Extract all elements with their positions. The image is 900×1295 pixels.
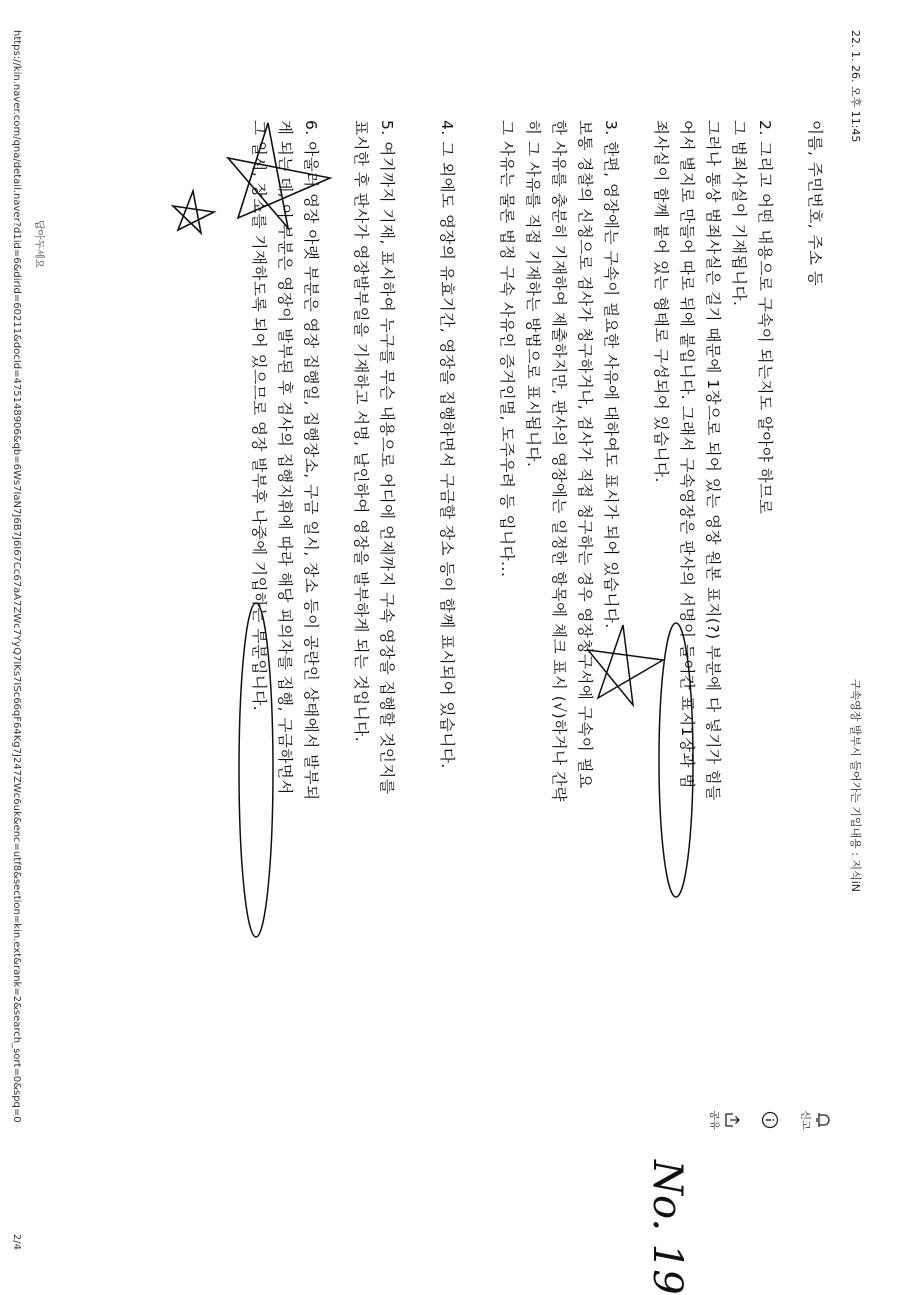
report-label: 신고 (799, 1110, 810, 1130)
body-line: 5. 여기까지 기재, 표시하여 누구를 무슨 내용으로 어디에 언제까지 구속 영장을 집행할 것인지를 (378, 120, 396, 795)
body-line: 보통 경찰의 신청으로 검사가 청구하거나, 검사가 직접 청구하는 경우 영장청구서에 구속이 필요 (576, 120, 594, 789)
body-line: 그 사유는 물론 법정 구속 사유인 증거인멸, 도주우려 등 입니다... (498, 120, 516, 578)
print-page-title: 구속영장 발부시 들어가는 기입내용 : 지식iN (849, 678, 862, 892)
info-icon (761, 1111, 779, 1129)
side-action-panel (688, 1090, 832, 1150)
body-line: 이름, 주민번호, 주소 등 (806, 120, 824, 287)
body-line: 그러나 통상 범죄사실은 길기 때문에 1장으로 되어 있는 영장 원본 표지(?) 부분에 다 넣기가 힘들 (704, 120, 722, 801)
body-line: 표시한 후 판사가 영장발부일을 기재하고 서명, 날인하여 영장을 발부하게 되는 것입니다. (352, 120, 370, 743)
report-button[interactable] (799, 1090, 832, 1150)
notice-button[interactable] (761, 1090, 779, 1150)
body-line: 죄사실이 함께 붙어 있는 형태로 구성되어 있습니다. (652, 120, 670, 483)
answer-body (246, 120, 828, 1100)
body-line: 2. 그리고 어떤 내용으로 구속이 되는지도 알아야 하므로 (756, 120, 774, 515)
body-line: 그 범죄사실이 기재됩니다. (730, 120, 748, 307)
body-line: 히 그 사유를 직접 기재하는 방법으로 표시됩니다. (524, 120, 542, 468)
share-label: 공유 (708, 1110, 719, 1130)
handwritten-number: No. 19 (644, 1160, 690, 1295)
print-page-number: 2/4 (11, 1233, 22, 1250)
body-line: 3. 한편, 영장에는 구속이 필요한 사유에 대하여도 표시가 되어 있습니다. (602, 120, 620, 629)
share-button[interactable] (708, 1090, 741, 1150)
body-line: 게 되는 데, 이 부분은 영장이 발부된 후 검사의 집행지휘에 따라 해당 피의자를 집행, 구금하면서 (276, 120, 294, 795)
footer-note: 답아두세요 (33, 220, 44, 269)
body-line: 4. 그 외에도 영장의 유효기간, 영장을 집행하면서 구금할 장소 등이 함께 표시되어 있습니다. (438, 120, 456, 769)
body-line: 어서 별지로 만들어 따로 뒤에 붙입니다. 그래서 구속영장은 판사의 서명이 들어간 표지1장과 범 (678, 120, 696, 789)
share-icon (723, 1111, 741, 1129)
body-line: 한 사유를 충분히 기재하여 제출하지만, 판사의 영장에는 일정한 항목에 체크 표시 (√)하거나 간략 (550, 120, 568, 802)
body-line: 그 일시, 장소를 기재하도록 되어 있으므로 영장 발부후 나중에 기입하는 부분입니다. (250, 120, 268, 712)
print-datetime: 22. 1. 26. 오후 11:45 (849, 30, 862, 143)
print-url: https://kin.naver.com/qna/detail.naver?d1id=6&dirId=60211&docId=475148906&qb=6Ws7IaN7J6B7J6I67Cc67aA7ZWc7YyQ7IKs7ISc66qF64Kg7J247ZWc6uk&enc=utf8&section=kin.ext&rank=2&search_sort=0&spq=0 (11, 30, 22, 1123)
bell-icon (814, 1111, 832, 1129)
body-line: 6. 아울러 영장 아랫 부분은 영장 집행일, 집행장소, 구금 일시, 장소 등이 공란인 상태에서 발부되 (302, 120, 320, 801)
